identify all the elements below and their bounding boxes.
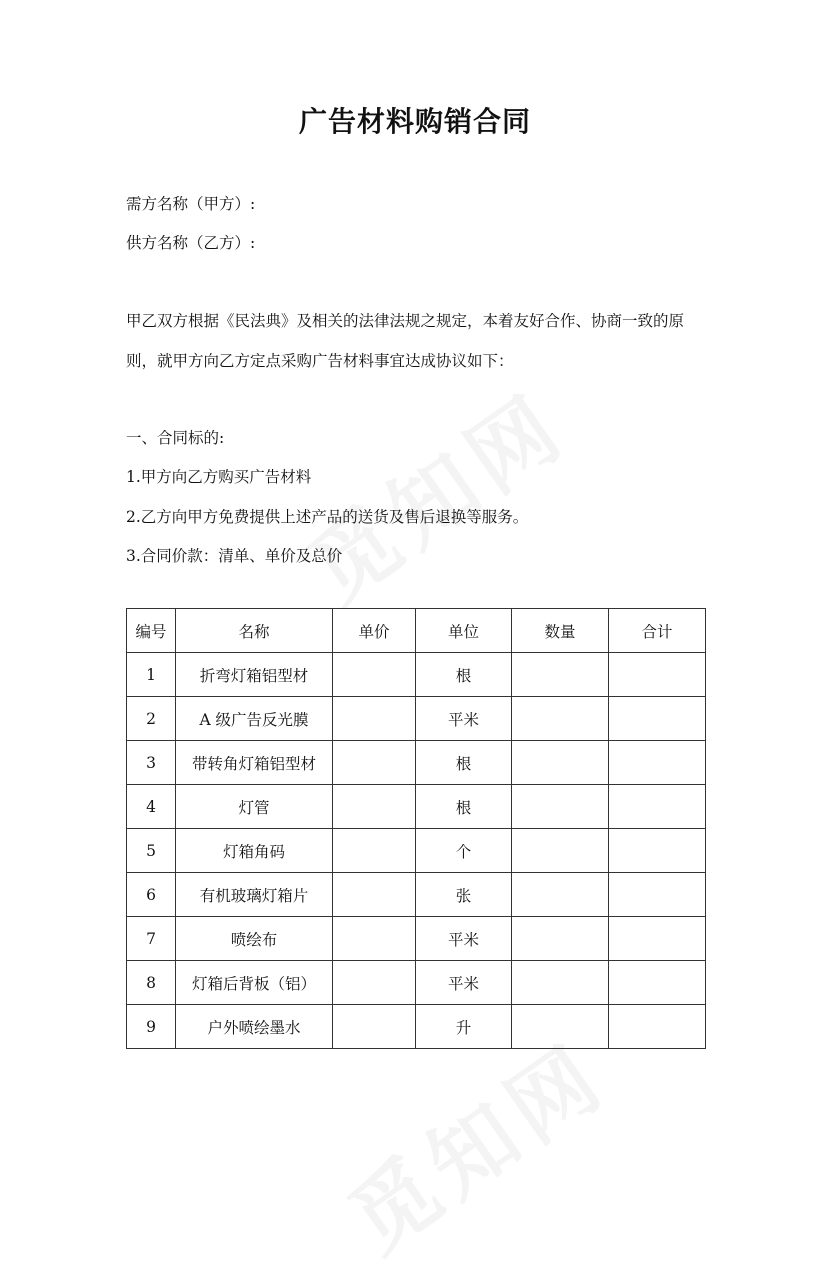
table-row — [127, 697, 706, 741]
cell-no: 6 — [127, 873, 176, 917]
cell-total — [609, 741, 706, 785]
buyer-name-label: 需方名称（甲方）: — [126, 195, 256, 213]
table-row — [127, 653, 706, 697]
section-1-heading: 一、合同标的: — [126, 429, 225, 447]
section-1-item-2: 2.乙方向甲方免费提供上述产品的送货及售后退换等服务。 — [126, 508, 529, 526]
cell-no: 1 — [127, 653, 176, 697]
cell-total — [609, 785, 706, 829]
cell-name: 有机玻璃灯箱片 — [176, 873, 333, 917]
cell-unit: 张 — [416, 873, 512, 917]
table-row — [127, 917, 706, 961]
cell-total — [609, 917, 706, 961]
cell-qty — [512, 653, 609, 697]
cell-total — [609, 961, 706, 1005]
section-1-item-1: 1.甲方向乙方购买广告材料 — [126, 468, 312, 486]
cell-unit: 根 — [416, 741, 512, 785]
table-row — [127, 1005, 706, 1049]
cell-qty — [512, 917, 609, 961]
cell-qty — [512, 1005, 609, 1049]
watermark — [280, 359, 587, 626]
intro-paragraph: 甲乙双方根据《民法典》及相关的法律法规之规定，本着友好合作、协商一致的原则，就甲方向乙方定点采购广告材料事宜达成协议如下： — [126, 312, 685, 370]
cell-total — [609, 1005, 706, 1049]
table-row — [127, 829, 706, 873]
cell-qty — [512, 873, 609, 917]
cell-total — [609, 829, 706, 873]
cell-name: 喷绘布 — [176, 917, 333, 961]
section-1-item-3: 3.合同价款：清单、单价及总价 — [126, 547, 343, 565]
cell-price — [333, 785, 416, 829]
cell-unit: 平米 — [416, 961, 512, 1005]
cell-name: 户外喷绘墨水 — [176, 1005, 333, 1049]
cell-qty — [512, 785, 609, 829]
cell-unit: 平米 — [416, 917, 512, 961]
cell-no: 9 — [127, 1005, 176, 1049]
cell-no: 8 — [127, 961, 176, 1005]
cell-total — [609, 873, 706, 917]
cell-name: 灯管 — [176, 785, 333, 829]
table-row — [127, 873, 706, 917]
cell-unit: 平米 — [416, 697, 512, 741]
cell-price — [333, 741, 416, 785]
cell-no: 4 — [127, 785, 176, 829]
cell-price — [333, 961, 416, 1005]
cell-qty — [512, 697, 609, 741]
cell-price — [333, 1005, 416, 1049]
cell-price — [333, 697, 416, 741]
cell-name: 折弯灯箱铝型材 — [176, 653, 333, 697]
cell-unit: 升 — [416, 1005, 512, 1049]
cell-no: 5 — [127, 829, 176, 873]
materials-table — [126, 608, 706, 1049]
cell-no: 2 — [127, 697, 176, 741]
header-price: 单价 — [333, 609, 416, 653]
cell-price — [333, 917, 416, 961]
header-no: 编号 — [127, 609, 176, 653]
cell-name: 灯箱后背板（铝） — [176, 961, 333, 1005]
cell-name: 带转角灯箱铝型材 — [176, 741, 333, 785]
table-row — [127, 961, 706, 1005]
table-row — [127, 741, 706, 785]
header-total: 合计 — [609, 609, 706, 653]
header-qty: 数量 — [512, 609, 609, 653]
cell-qty — [512, 741, 609, 785]
cell-no: 3 — [127, 741, 176, 785]
cell-price — [333, 829, 416, 873]
seller-name-label: 供方名称（乙方）: — [126, 234, 256, 252]
cell-name: A 级广告反光膜 — [176, 697, 333, 741]
table-header-row — [127, 609, 706, 653]
cell-unit: 个 — [416, 829, 512, 873]
table-row — [127, 785, 706, 829]
cell-qty — [512, 829, 609, 873]
cell-unit: 根 — [416, 785, 512, 829]
cell-name: 灯箱角码 — [176, 829, 333, 873]
cell-total — [609, 697, 706, 741]
header-unit: 单位 — [416, 609, 512, 653]
cell-price — [333, 653, 416, 697]
document-title: 广告材料购销合同 — [298, 105, 531, 138]
cell-no: 7 — [127, 917, 176, 961]
cell-qty — [512, 961, 609, 1005]
header-name: 名称 — [176, 609, 333, 653]
cell-unit: 根 — [416, 653, 512, 697]
cell-total — [609, 653, 706, 697]
cell-price — [333, 873, 416, 917]
